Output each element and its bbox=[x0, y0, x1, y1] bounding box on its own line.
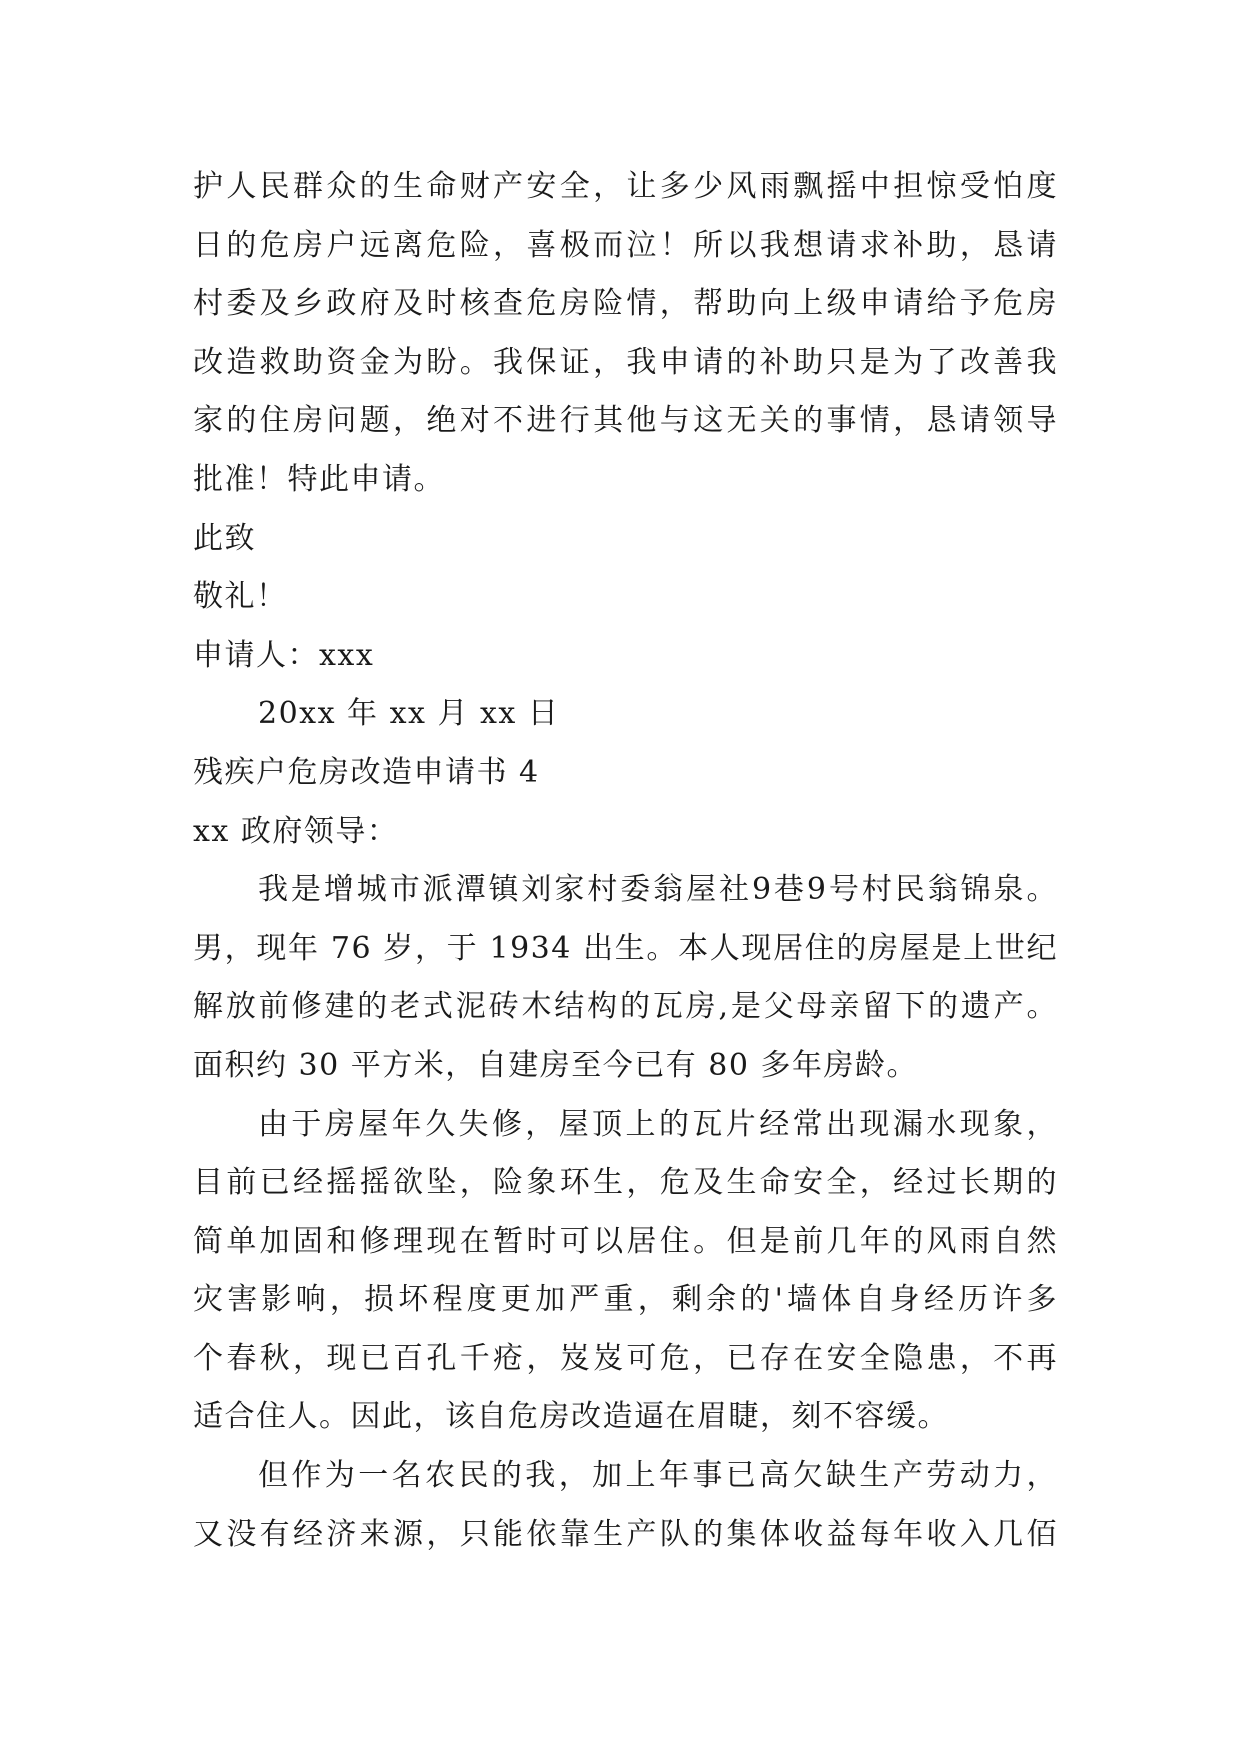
paragraph-line: 又没有经济来源，只能依靠生产队的集体收益每年收入几佰 bbox=[193, 1516, 1058, 1552]
paragraph-line: 但作为一名农民的我，加上年事已高欠缺生产劳动力， bbox=[258, 1458, 1058, 1494]
body-line: 护人民群众的生命财产安全，让多少风雨飘摇中担惊受怕度 bbox=[193, 169, 1058, 204]
document-page bbox=[193, 158, 1058, 1564]
previous-letter-body bbox=[193, 158, 1058, 510]
paragraph bbox=[193, 1447, 1058, 1564]
salutation-line: 敬礼！ bbox=[193, 579, 288, 615]
paragraph-line: 灾害影响，损坏程度更加严重，剩余的'墙体自身经历许多 bbox=[193, 1282, 1058, 1318]
body-line: 村委及乡政府及时核查危房险情，帮助向上级申请给予危房 bbox=[193, 286, 1058, 322]
body-line: 批准！特此申请。 bbox=[193, 461, 445, 497]
paragraph bbox=[193, 1096, 1058, 1448]
closing-line: 此致 bbox=[193, 520, 256, 556]
letter-title: 残疾户危房改造申请书 4 bbox=[193, 754, 540, 790]
addressee-line: xx 政府领导： bbox=[193, 813, 399, 849]
body-line: 日的危房户远离危险，喜极而泣！所以我想请求补助，恳请 bbox=[193, 227, 1058, 263]
paragraph bbox=[193, 861, 1058, 1095]
paragraph-line: 简单加固和修理现在暂时可以居住。但是前几年的风雨自然 bbox=[193, 1223, 1058, 1259]
signature-line: 申请人：xxx bbox=[193, 637, 375, 673]
body-line: 家的住房问题，绝对不进行其他与这无关的事情，恳请领导 bbox=[193, 403, 1058, 439]
paragraph-line: 男，现年 76 岁，于 1934 出生。本人现居住的房屋是上世纪 bbox=[193, 930, 1058, 966]
paragraph-line: 解放前修建的老式泥砖木结构的瓦房,是父母亲留下的遗产。 bbox=[193, 989, 1058, 1025]
paragraph-line: 适合住人。因此，该自危房改造逼在眉睫，刻不容缓。 bbox=[193, 1399, 949, 1435]
date-line: 20xx 年 xx 月 xx 日 bbox=[258, 696, 560, 732]
body-line: 改造救助资金为盼。我保证，我申请的补助只是为了改善我 bbox=[193, 344, 1058, 380]
paragraph-line: 由于房屋年久失修，屋顶上的瓦片经常出现漏水现象， bbox=[258, 1106, 1058, 1142]
paragraph-line: 面积约 30 平方米，自建房至今已有 80 多年房龄。 bbox=[193, 1047, 918, 1083]
paragraph-line: 个春秋，现已百孔千疮，岌岌可危，已存在安全隐患，不再 bbox=[193, 1340, 1058, 1376]
paragraph-line: 目前已经摇摇欲坠，险象环生，危及生命安全，经过长期的 bbox=[193, 1165, 1058, 1201]
paragraph-line: 我是增城市派潭镇刘家村委翁屋社9巷9号村民翁锦泉。 bbox=[258, 872, 1058, 908]
